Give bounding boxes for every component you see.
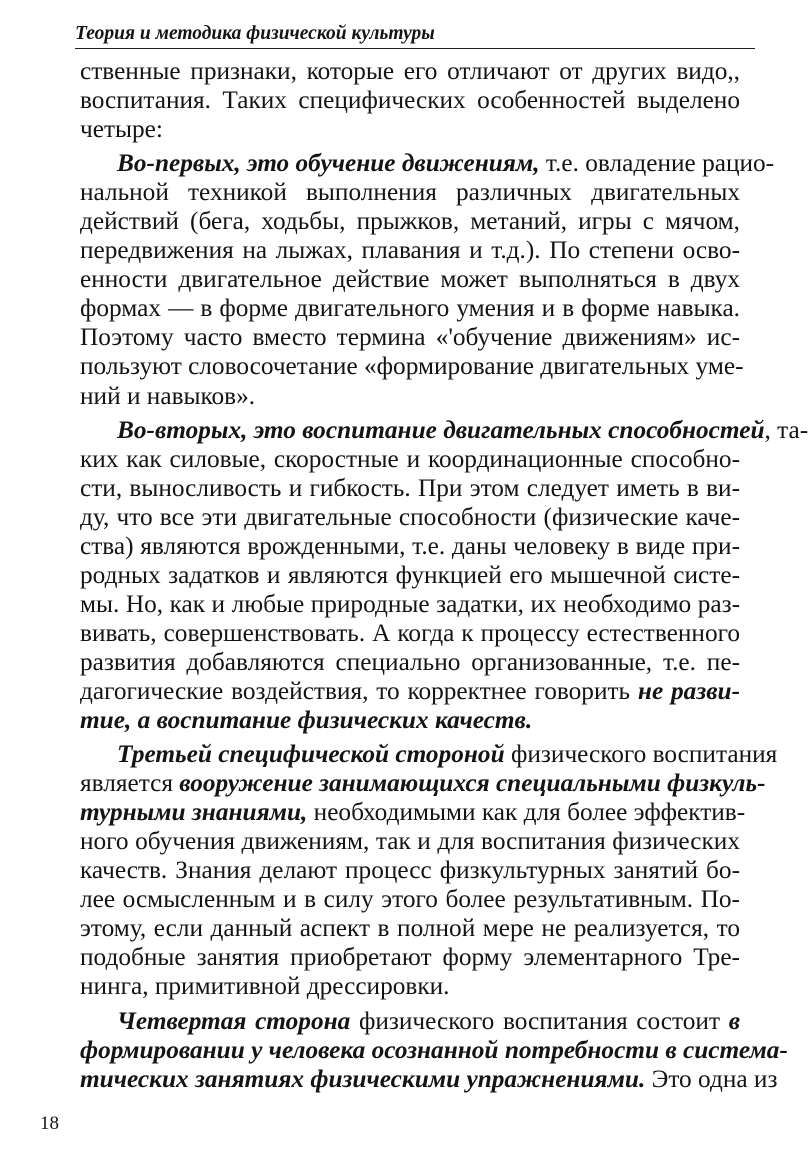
text-line: действий (бега, ходьбы, прыжков, метаний, игры с мячом,	[80, 207, 740, 236]
text-line: подобные занятия приобретают форму элементарного Тре-	[80, 943, 740, 972]
emphasis: не разви-	[637, 676, 740, 705]
text-line: Поэтому часто вместо термина «'обучение движениям» ис-	[80, 323, 740, 352]
running-head: Теория и методика физической культуры	[75, 22, 755, 49]
emphasis: тических занятиях физическими упражнениями.	[80, 1064, 646, 1093]
text-line: передвижения на лыжах, плавания и т.д.). По степени осво-	[80, 236, 740, 265]
text-line: енности двигательное действие может выполняться в двух	[80, 265, 740, 294]
emphasis: турными знаниями,	[80, 798, 308, 827]
emphasis: формировании у человека осознанной потребности в система-	[80, 1035, 788, 1064]
emphasis: Четвертая сторона	[117, 1006, 351, 1035]
text-line: ду, что все эти двигательные способности (физические каче-	[80, 502, 740, 531]
text-line: ства) являются врожденными, т.е. даны человеку в виде при-	[80, 531, 740, 560]
paragraph-first-line: Четвертая сторона физического воспитания состоит в	[117, 1006, 740, 1035]
emphasis: Во-вторых, это воспитание двигательных способностей	[117, 415, 765, 444]
text-line: пользуют словосочетание «формирование двигательных уме-	[80, 352, 744, 381]
text-line: лее осмысленным и в силу этого более результативным. По-	[80, 885, 740, 914]
paragraph-first-line: Во-вторых, это воспитание двигательных способностей, та-	[117, 415, 808, 444]
text-line: развития добавляются специально организованные, т.е. пе-	[80, 647, 740, 676]
paragraph-first-line: Во-первых, это обучение движениям, т.е. овладение рацио-	[117, 149, 775, 178]
text-line: тических занятиях физическими упражнениями. Это одна из	[80, 1064, 778, 1093]
text-line: ственные признаки, которые его отличают от других видо​,,	[80, 57, 740, 85]
text-line	[80, 1035, 788, 1065]
emphasis: в	[728, 1006, 740, 1035]
text-line: нинга, примитивной дрессировки.	[80, 972, 450, 1001]
text-line: ний и навыков».	[80, 381, 256, 410]
emphasis: вооружение занимающихся специальными физкуль-	[179, 769, 766, 798]
emphasis: Во-первых, это обучение движениям,	[117, 149, 540, 178]
emphasis: Третьей специфической стороной	[117, 740, 505, 769]
page-number: 18	[40, 1113, 59, 1134]
text-line	[80, 706, 740, 735]
main-text	[80, 57, 808, 1094]
text-line: сти, выносливость и гибкость. При этом следует иметь в ви-	[80, 473, 740, 502]
text-line: ного обучения движениям, так и для воспитания физических	[80, 827, 740, 856]
text-line: мы. Но, как и любые природные задатки, их необходимо раз-	[80, 589, 740, 618]
text-line: воспитания. Таких специфических особенностей выделено	[80, 86, 740, 115]
text-line: родных задатков и являются функцией его мышечной систе-	[80, 560, 740, 589]
text-line: этому, если данный аспект в полной мере не реализуется, то	[80, 914, 740, 943]
emphasis: тие, а воспитание физических качеств.	[80, 706, 533, 735]
text-line: турными знаниями, необходимыми как для более эффектив-	[80, 798, 746, 827]
text-line: формах — в форме двигательного умения и в форме навыка.	[80, 294, 740, 323]
text-line: является вооружение занимающихся специальными физкуль-	[80, 769, 766, 798]
text-line: качеств. Знания делают процесс физкультурных занятий бо-	[80, 856, 740, 885]
text-line: ких как силовые, скоростные и координационные способно-	[80, 444, 740, 473]
paragraph-first-line: Третьей специфической стороной физического воспитания	[117, 740, 778, 769]
text-line: нальной техникой выполнения различных двигательных	[80, 178, 740, 207]
text-line: четыре:	[80, 115, 163, 144]
text-line: дагогические воздействия, то корректнее говорить не разви-	[80, 676, 740, 705]
text-line: вивать, совершенствовать. А когда к процессу естественного	[80, 618, 740, 647]
